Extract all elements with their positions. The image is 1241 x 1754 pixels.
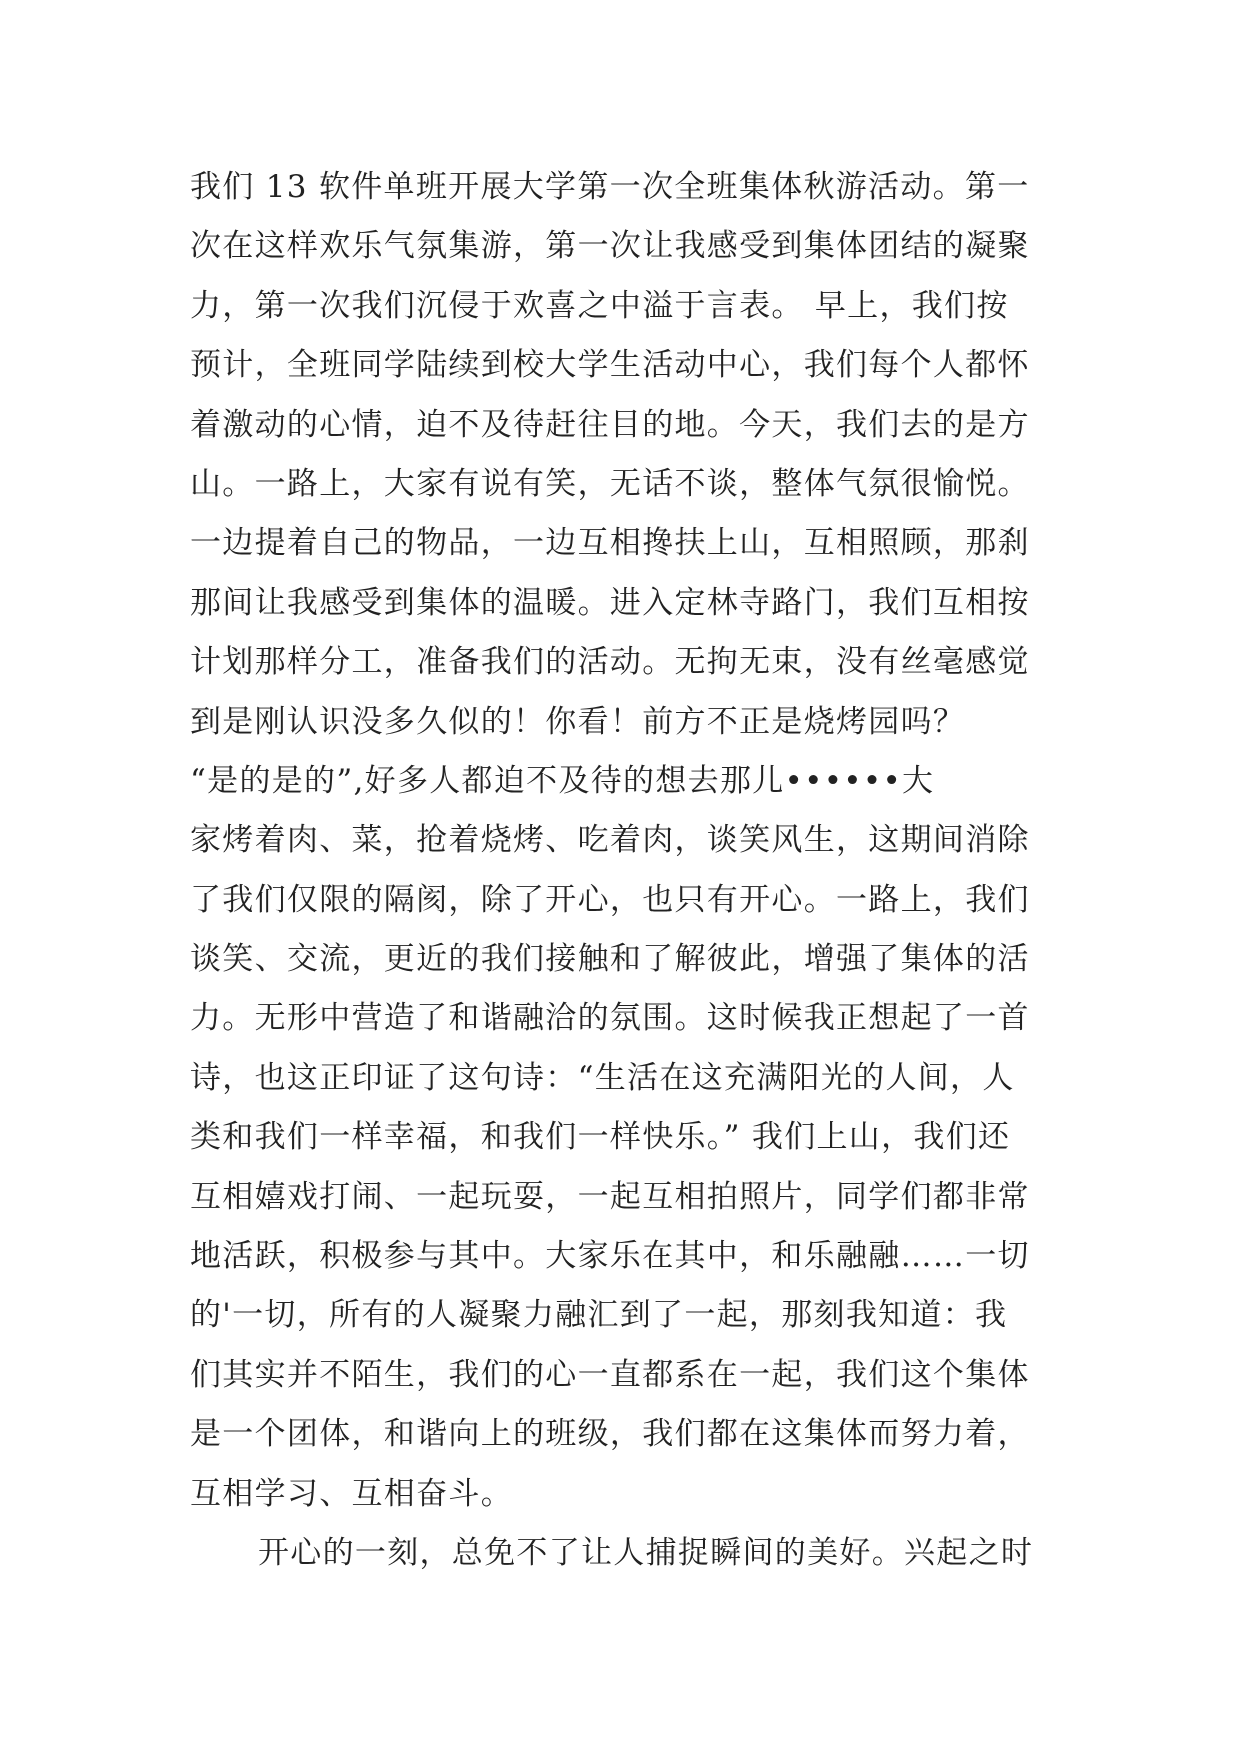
text-line: 力，第一次我们沉侵于欢喜之中溢于言表。 早上，我们按	[190, 287, 1009, 324]
text-line: 力。无形中营造了和谐融洽的氛围。这时候我正想起了一首	[190, 1000, 1030, 1037]
text-line: 家烤着肉、菜，抢着烧烤、吃着肉，谈笑风生，这期间消除	[190, 822, 1030, 859]
text-line: 一边提着自己的物品，一边互相搀扶上山，互相照顾，那刹	[190, 525, 1030, 562]
text-line: 诗，也这正印证了这句诗：“生活在这充满阳光的人间，人	[190, 1059, 1015, 1096]
text-line: “是的是的”,好多人都迫不及待的想去那儿••••••大	[190, 762, 935, 799]
text-line: 着激动的心情，迫不及待赶往目的地。今天，我们去的是方	[190, 406, 1030, 443]
text-line: 类和我们一样幸福，和我们一样快乐。” 我们上山，我们还	[190, 1119, 1011, 1156]
text-line: 谈笑、交流，更近的我们接触和了解彼此，增强了集体的活	[190, 941, 1030, 978]
text-line: 预计，全班同学陆续到校大学生活动中心，我们每个人都怀	[190, 347, 1030, 384]
text-line: 们其实并不陌生，我们的心一直都系在一起，我们这个集体	[190, 1356, 1030, 1393]
text-line: 互相学习、互相奋斗。	[190, 1475, 513, 1512]
paragraph-first-line: 开心的一刻，总免不了让人捕捉瞬间的美好。兴起之时	[258, 1534, 1034, 1571]
text-line: 我们 13 软件单班开展大学第一次全班集体秋游活动。第一	[190, 169, 1030, 205]
text-line: 互相嬉戏打闹、一起玩耍，一起互相拍照片，同学们都非常	[190, 1178, 1030, 1215]
text-line: 的'一切，所有的人凝聚力融汇到了一起，那刻我知道：我	[190, 1297, 1008, 1334]
body-text	[190, 158, 1070, 1583]
text-line: 是一个团体，和谐向上的班级，我们都在这集体而努力着，	[190, 1416, 1030, 1453]
text-line: 山。一路上，大家有说有笑，无话不谈，整体气氛很愉悦。	[190, 465, 1030, 502]
text-line: 计划那样分工，准备我们的活动。无拘无束，没有丝毫感觉	[190, 644, 1030, 681]
text-line: 次在这样欢乐气氛集游，第一次让我感受到集体团结的凝聚	[190, 228, 1030, 265]
text-line: 了我们仅限的隔阂，除了开心，也只有开心。一路上，我们	[190, 881, 1030, 918]
text-line: 那间让我感受到集体的温暖。进入定林寺路门，我们互相按	[190, 584, 1030, 621]
text-line: 地活跃，积极参与其中。大家乐在其中，和乐融融……一切	[190, 1238, 1030, 1275]
text-line: 到是刚认识没多久似的！你看！前方不正是烧烤园吗？	[190, 703, 966, 740]
